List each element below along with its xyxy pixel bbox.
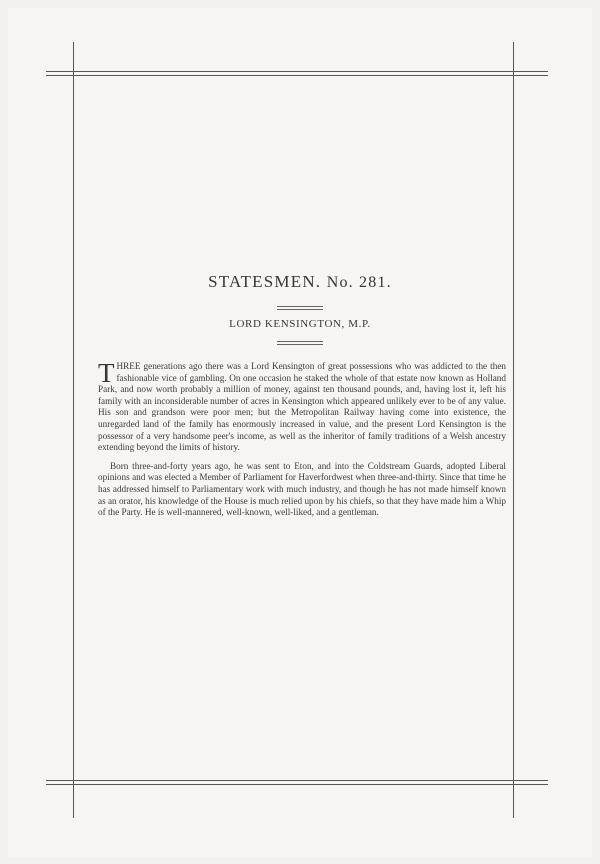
article-body [98, 358, 506, 526]
title-number: No. 281. [326, 274, 392, 291]
border-rule-top [46, 71, 548, 72]
paragraph-2: Born three-and-forty years ago, he was sent to Eton, and into the Coldstream Guards, adopted Liberal opinions and was elected a Member of Parliament for Haverfordwest when three-and-thirty. Since that time he has addressed himself to Parliamentary work with much industry, and though he has not made himself known as an orator, his knowledge of the House is much relied upon by his chiefs, so that they have made him a Whip of the Party. He is well-mannered, well-known, well-liked, and a gentleman. [98, 460, 506, 518]
paragraph-1 [98, 358, 506, 454]
ornament-rule-lower [277, 341, 323, 342]
title-text: STATESMEN. [208, 272, 322, 291]
border-rule-left [73, 42, 74, 818]
ornament-rule-upper-2 [277, 309, 323, 310]
border-rule-top-inner [46, 75, 548, 76]
drop-cap: T [98, 358, 115, 388]
border-rule-bottom-inner [46, 784, 548, 785]
paragraph-1-text: HREE generations ago there was a Lord Kensington of great possessions who was addicted to the then fashionable vice of gambling. On one occasion he staked the whole of that estate now known as Holland Park, and now worth probably a million of money, against ten thousand pounds, and, having lost it, left his family with an inconsiderable number of acres in Kensington which appeared unlikely ever to be of any value. His son and grandson were poor men; but the Metropolitan Railway having come into existence, the unregarded land of the family has enormously increased in value, and the present Lord Kensington is the possessor of a very handsome peer's income, as well as the inheritor of family traditions of a Welsh ancestry extending beyond the limits of history. [98, 361, 506, 453]
border-rule-bottom [46, 780, 548, 781]
ornament-rule-upper [277, 306, 323, 307]
page-title [0, 272, 600, 292]
ornament-rule-lower-2 [277, 344, 323, 345]
subtitle: LORD KENSINGTON, M.P. [229, 318, 371, 330]
border-rule-right [513, 42, 514, 818]
